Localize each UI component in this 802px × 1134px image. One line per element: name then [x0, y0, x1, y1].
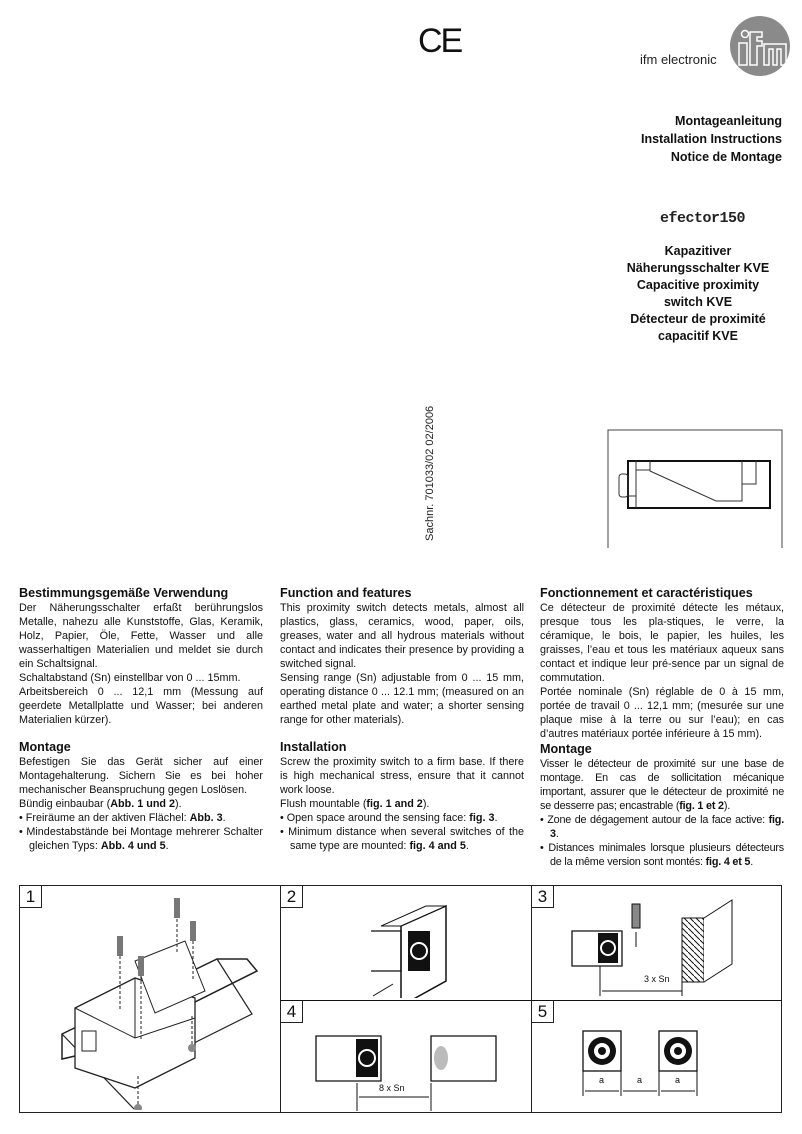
- figure-number: 3: [532, 886, 554, 908]
- heading-installation: Installation: [280, 740, 347, 754]
- ce-mark: CE: [418, 22, 462, 60]
- figure-ref: fig. 4 et 5: [705, 856, 751, 868]
- paragraph: Arbeitsbereich 0 ... 12,1 mm (Messung auf geerdete Metallplatte und Wasser; bei anderen Materialien kürzer).: [19, 686, 263, 726]
- paragraph: [280, 797, 524, 811]
- figure-ref: fig. 1 et 2: [679, 800, 724, 812]
- dimension-label: a: [637, 1075, 643, 1085]
- paragraph: [19, 797, 263, 811]
- side-by-side-illustration: [532, 1001, 782, 1111]
- mounting-illustration: [20, 886, 278, 1110]
- text: ).: [422, 798, 430, 810]
- paragraph: This proximity switch detects metals, almost all plastics, glass, ceramics, wood, paper, oils, greases, water and all hydrous materials without contact and indicates their presence by providing a switched signal.: [280, 602, 524, 670]
- column-english: [280, 585, 524, 853]
- product-drawing: [606, 428, 786, 548]
- text: Flush mountable (: [280, 798, 367, 810]
- text: • Minimum distance when several switches of the same type are mounted:: [280, 826, 524, 852]
- paragraph: Sensing range (Sn) adjustable from 0 ... 15 mm, operating distance 0 ... 12.1 mm; (measured on an earthed metal plate and water; a shorter sensing range for other materials).: [280, 672, 524, 726]
- figure-number: 5: [532, 1001, 554, 1023]
- paragraph: Ce détecteur de proximité détecte les métaux, presque tous les pla-stiques, le verre, la céramique, le bois, le papier, les huiles, les graisses, l’eau et tous les matériaux aqueux sans contact et indique leur pré-sence par un signal de commutation.: [540, 602, 784, 684]
- text: ).: [723, 800, 731, 812]
- figure-ref: Abb. 3: [189, 812, 223, 824]
- figure-number: 2: [281, 886, 303, 908]
- paragraph: Portée nominale (Sn) réglable de 0 à 15 mm, portée de travail 0 ... 12,1 mm; (mesurée sur une plaque mise à la terre ou sur l’eau); en cas d’autres matériaux portée inférieure à 15 mm).: [540, 686, 784, 740]
- figure-3: [531, 886, 782, 1000]
- paragraph: Screw the proximity switch to a firm base. If there is high mechanical stress, ensure that it cannot work loose.: [280, 756, 524, 796]
- text: ).: [175, 798, 182, 810]
- title-en: Installation Instructions: [641, 132, 782, 146]
- figure-ref: fig. 3: [550, 814, 784, 840]
- bullet: • Mindestabstände bei Montage mehrerer Schalter gleichen Typs: Abb. 4 und 5.: [19, 826, 263, 852]
- dimension-label: 3 x Sn: [644, 974, 670, 984]
- product-line: switch KVE: [663, 295, 733, 309]
- brand-name: ifm electronic: [640, 52, 717, 67]
- paragraph: Der Näherungsschalter erfaßt berührungslos Metalle, nahezu alle Kunststoffe, Glas, Keramik, Holz, Papier, Öle, Fette, Wasser und alle wasserhaltigen Materialien und meldet sie durch ein Schaltsignal.: [19, 602, 263, 670]
- text: • Open space around the sensing face:: [280, 812, 470, 824]
- bullet: • Open space around the sensing face: fig. 3.: [280, 812, 498, 824]
- heading-function: Function and features: [280, 586, 412, 600]
- figure-number: 1: [20, 886, 42, 908]
- figure-ref: Abb. 4 und 5: [100, 840, 166, 852]
- ifm-logo: [730, 16, 790, 76]
- doc-number: Sachnr. 701033/02 02/2006: [424, 405, 436, 541]
- text: • Zone de dégagement autour de la face active:: [540, 814, 769, 826]
- dimension-label: a: [599, 1075, 605, 1085]
- flush-mount-illustration: [281, 886, 531, 998]
- title-fr: Notice de Montage: [670, 150, 782, 164]
- heading-montage: Montage: [19, 740, 71, 754]
- bullet: • Zone de dégagement autour de la face active: fig. 3.: [540, 814, 784, 840]
- min-distance-illustration: [281, 1001, 531, 1111]
- figure-number: 4: [281, 1001, 303, 1023]
- product-line: Näherungsschalter KVE: [626, 261, 770, 275]
- figure-5: [531, 1000, 782, 1112]
- figure-1: [20, 886, 280, 1112]
- paragraph: Befestigen Sie das Gerät sicher auf einer Montagehalterung. Sichern Sie es bei hoher mechanischer Beanspruchung gegen Loslösen.: [19, 756, 263, 796]
- text: Bündig einbaubar (: [19, 798, 111, 810]
- heading-fonctionnement: Fonctionnement et caractéristiques: [540, 586, 753, 600]
- efector-logo: efector150: [660, 210, 746, 227]
- figure-2: [280, 886, 531, 1000]
- text: • Freiräume an der aktiven Flächel:: [19, 812, 190, 824]
- figure-ref: fig. 4 and 5: [409, 840, 466, 852]
- paragraph: Schaltabstand (Sn) einstellbar von 0 ... 15mm.: [19, 672, 241, 684]
- bullet: • Minimum distance when several switches of the same type are mounted: fig. 4 and 5.: [280, 826, 524, 852]
- dimension-label: a: [675, 1075, 681, 1085]
- product-line: Détecteur de proximité: [630, 312, 766, 326]
- product-line: Capacitive proximity: [636, 278, 760, 292]
- product-line: Kapazitiver: [664, 244, 732, 258]
- manual-titles: [600, 112, 782, 166]
- column-french: [540, 585, 784, 869]
- text: • Distances minimales lorsque plusieurs détecteurs de la même version sont montés:: [540, 842, 784, 868]
- paragraph: [540, 757, 784, 813]
- bullet: • Freiräume an der aktiven Flächel: Abb. 3.: [19, 812, 226, 824]
- product-line: capacitif KVE: [658, 329, 738, 343]
- text: Visser le détecteur de proximité sur une base de montage. En cas de sollicitation mécanique important, assurer que le détecteur de proximité ne se desserre pas; encastrable (: [540, 758, 784, 812]
- column-german: [19, 585, 263, 853]
- figure-ref: fig. 1 and 2: [366, 798, 423, 810]
- title-de: Montageanleitung: [675, 114, 782, 128]
- text: • Mindestabstände bei Montage mehrerer Schalter gleichen Typs:: [19, 826, 263, 852]
- figure-grid: [19, 885, 782, 1113]
- figure-ref: fig. 3: [469, 812, 495, 824]
- bullet: • Distances minimales lorsque plusieurs détecteurs de la même version sont montés: fig. 4 et 5.: [540, 842, 784, 868]
- figure-4: [280, 1000, 531, 1112]
- heading-montage-fr: Montage: [540, 742, 592, 756]
- figure-ref: Abb. 1 und 2: [110, 798, 176, 810]
- dimension-label: 8 x Sn: [379, 1083, 405, 1093]
- heading-intended-use: Bestimmungsgemäße Verwendung: [19, 586, 229, 600]
- product-name: [600, 243, 782, 345]
